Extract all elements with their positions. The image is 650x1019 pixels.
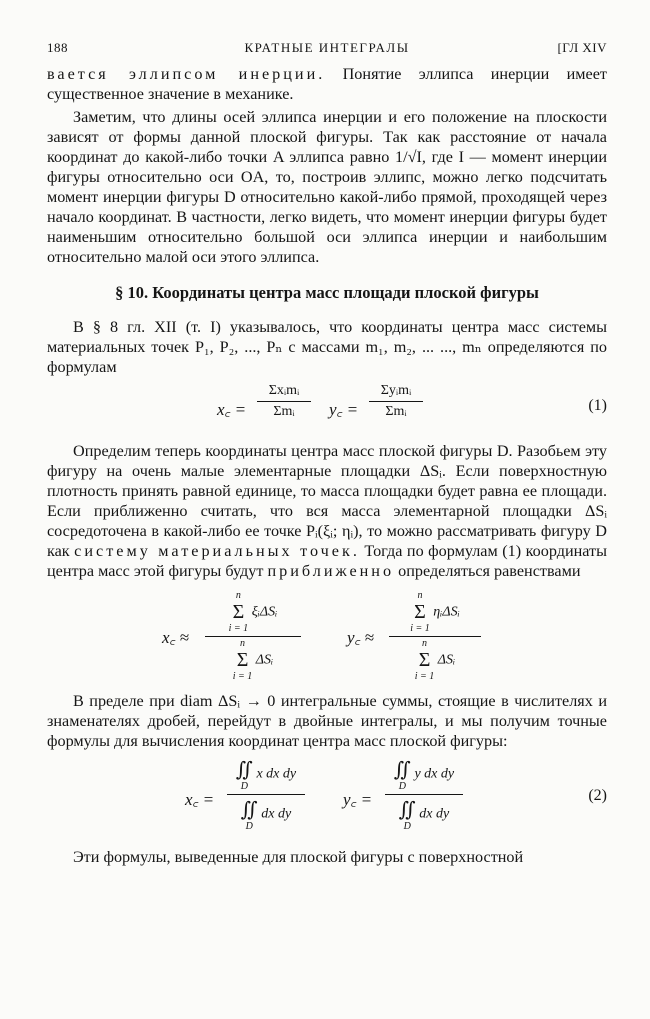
equation-1-x-fraction [257,383,311,420]
sum-upper-limit: n [417,590,423,601]
equation-2-x-numerator [227,757,305,792]
sum-upper-limit: n [235,590,241,601]
sum-symbol [233,639,253,682]
sum-symbol [410,591,430,634]
equation-2-number: (2) [588,787,607,804]
sigma-glyph: Σ [418,649,431,671]
equation-2-y-numerator [385,757,463,792]
sum-term: ξᵢΔSᵢ [251,604,278,620]
equation-2-xc: x꜀ = [185,790,215,809]
sum-symbol [229,591,249,634]
paragraph-ellipse-definition [47,64,607,104]
integral-glyph: ∬ [398,799,416,821]
spaced-term: вается эллипсом инерции. [47,65,326,83]
equation-1-x-numerator: Σxᵢmᵢ [268,383,300,398]
equation-2-y-fraction [385,757,463,832]
sum-upper-limit: n [422,638,428,649]
sum-lower-limit: i = 1 [414,671,435,682]
fraction-bar [205,636,301,637]
sum-lower-limit: i = 1 [232,671,253,682]
paragraph-limit: В пределе при diam ΔSᵢ → 0 интегральные суммы, стоящие в числителях и знаменателях дробей, перейдут в двойные интегралы, и мы получим точные формулы для вычисления координат центра масс плоской фигуры: [47,692,607,750]
double-integral [241,797,258,832]
equation-1 [47,381,607,437]
double-integral [236,757,253,792]
equation-approx-yc: y꜀ ≈ [347,628,375,647]
sigma-glyph: Σ [236,649,249,671]
integral-domain: D [398,781,407,792]
equation-2-x-denominator [227,797,305,832]
sum-term: ηᵢΔSᵢ [433,604,460,620]
running-header [47,40,607,64]
paragraph-plane-figure [47,441,607,581]
paragraph-text: определяться равенствами [394,562,581,580]
page-number: 188 [47,40,68,55]
sum-term: ΔSᵢ [437,652,456,668]
running-title: КРАТНЫЕ ИНТЕГРАЛЫ [244,40,410,55]
integrand: dx dy [419,806,450,822]
fraction-bar [389,636,481,637]
equation-2 [47,755,607,841]
equation-approx-x-denominator [205,639,301,682]
paragraph-final: Эти формулы, выведенные для плоской фигуры с поверхностной [73,848,524,866]
paragraph-mass-center-points: В § 8 гл. XII (т. I) указывалось, что координаты центра масс системы материальных точек P₁, P₂, ..., Pₙ с массами m₁, m₂, ... ..., mₙ определяются по формулам [47,318,607,376]
spaced-term: систему материальных точек. [74,542,360,560]
paragraph-text: Тогда по формулам (1) координаты центра масс этой фигуры будут [47,542,607,580]
equation-approx-x-fraction [205,591,301,682]
integrand: dx dy [261,806,292,822]
page [47,40,607,867]
integral-domain: D [403,821,411,832]
paragraph-text: Определим теперь координаты центра масс плоской фигуры D. Разобьем эту фигуру на очень малые элементарные площадки ΔSᵢ. Если поверхностную плотность принять равной единице, то масса площадки будет равна ее площади. Если приближенно считать, что вся масса элементарной площадки ΔSᵢ сосредоточена в какой-либо ее точке Pᵢ(ξᵢ; ηᵢ), то можно рассматривать фигуру D как [47,442,607,560]
equation-approx-y-fraction [389,591,481,682]
integral-glyph: ∬ [240,799,258,821]
fraction-bar [369,401,423,402]
equation-2-yc: y꜀ = [343,790,373,809]
paragraph-text: Понятие эллипса инерции имеет существенное значение в механике. [47,65,607,103]
integral-domain: D [240,781,249,792]
fraction-bar [385,794,463,795]
integrand: y dx dy [414,766,455,782]
equation-1-yc: y꜀ = [329,400,359,419]
chapter-label: [ГЛ XIV [557,40,607,55]
equation-2-x-fraction [227,757,305,832]
equation-2-y-denominator [385,797,463,832]
equation-1-y-numerator: Σyᵢmᵢ [380,383,412,398]
sum-term: ΔSᵢ [255,652,274,668]
sigma-glyph: Σ [414,601,426,623]
equation-1-y-fraction [369,383,423,420]
sum-upper-limit: n [240,638,246,649]
sum-symbol [415,639,435,682]
equation-approx-y-denominator [389,639,481,682]
double-integral [394,757,411,792]
equation-approx-x-numerator [205,591,301,634]
double-integral [399,797,416,832]
sum-lower-limit: i = 1 [410,623,430,634]
paragraph-ellipse-axes: Заметим, что длины осей эллипса инерции и его положение на плоскости зависят от формы данной плоской фигуры. Так как расстояние от начала координат до какой-либо точки A эллипса равно 1/√I, где I — момент инерции фигуры относительно оси OA, то, построив эллипс, можно легко подсчитать момент инерции фигуры D относительно какой-либо прямой, проходящей через начало координат. В частности, легко видеть, что момент инерции фигуры будет наименьшим относительно большой оси эллипса инерции и наибольшим относительно малой оси этого эллипса. [47,108,607,266]
section-title: § 10. Координаты центра масс площади плоской фигуры [115,283,539,302]
sigma-glyph: Σ [232,601,245,623]
spaced-term: приближенно [267,562,395,580]
equation-1-number: (1) [588,397,607,414]
integral-glyph: ∬ [393,759,411,781]
fraction-bar [257,401,311,402]
equation-1-x-denominator: Σmᵢ [273,404,295,419]
integrand: x dx dy [256,766,297,782]
equation-1-y-denominator: Σmᵢ [385,404,407,419]
equation-approx-xc: x꜀ ≈ [162,628,190,647]
integral-glyph: ∬ [235,759,253,781]
sum-lower-limit: i = 1 [228,623,249,634]
equation-approx [47,587,607,685]
equation-1-xc: x꜀ = [217,400,247,419]
integral-domain: D [245,821,253,832]
equation-approx-y-numerator [389,591,481,634]
fraction-bar [227,794,305,795]
